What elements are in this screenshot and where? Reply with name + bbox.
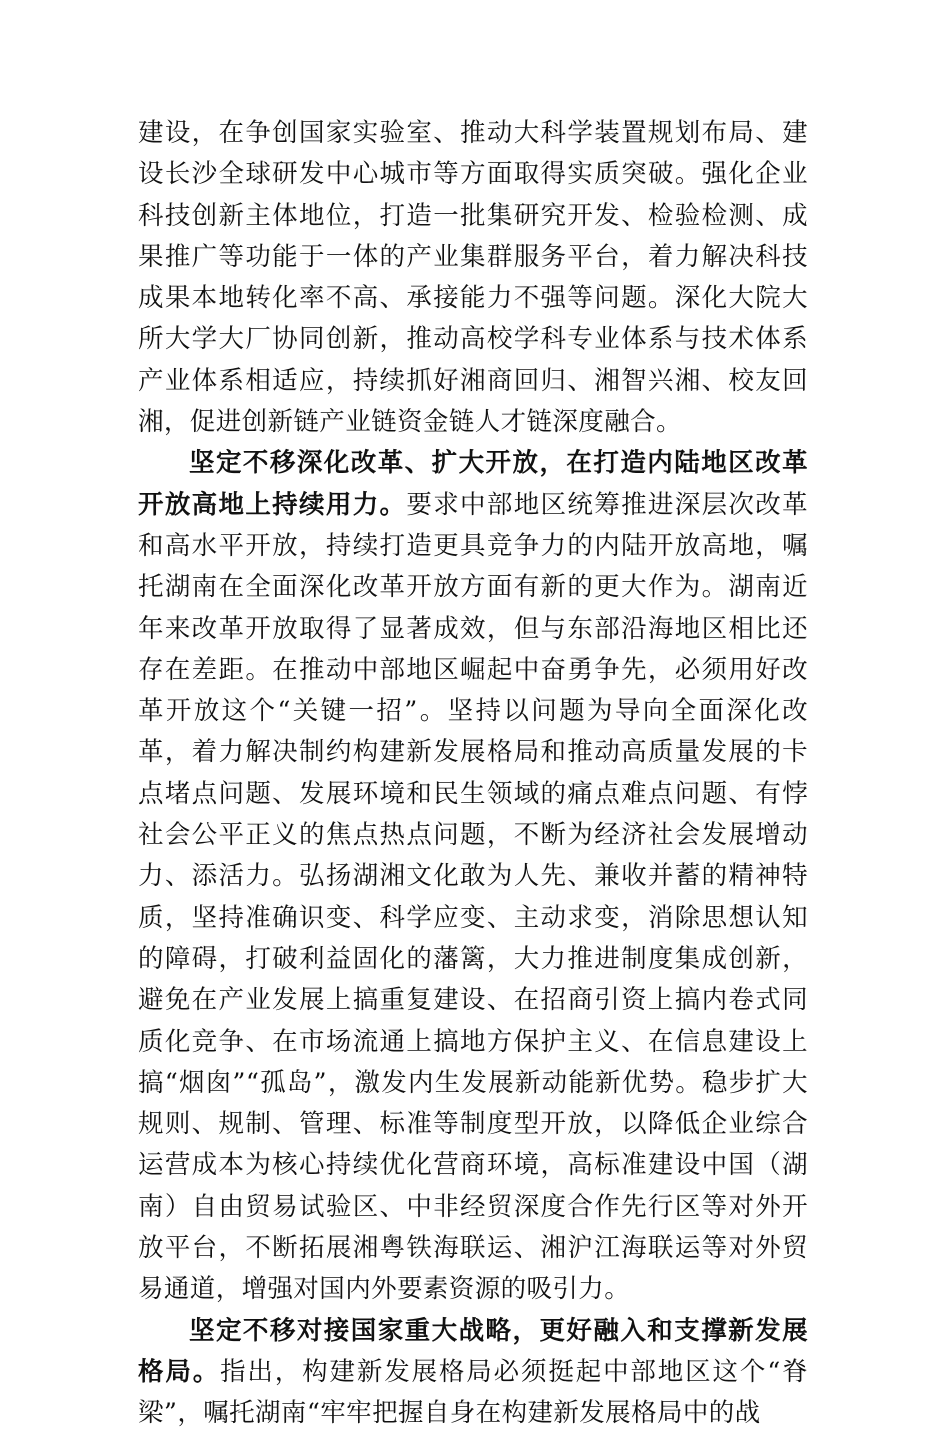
document-body <box>138 113 808 1435</box>
paragraph-lead-heading: 坚定不移对接国家重大战略，更好融入和支撑新发展格局。 <box>138 1315 808 1387</box>
paragraph-text: 要求中部地区统筹推进深层次改革和高水平开放，持续打造更具竞争力的内陆开放高地，嘱托湖南在全面深化改革开放方面有新的更大作为。湖南近年来改革开放取得了显著成效，但与东部沿海地区相比还存在差距。在推动中部地区崛起中奋勇争先，必须用好改革开放这个“关键一招”。坚持以问题为导向全面深化改革，着力解决制约构建新发展格局和推动高质量发展的卡点堵点问题、发展环境和民生领域的痛点难点问题、有悖社会公平正义的焦点热点问题，不断为经济社会发展增动力、添活力。弘扬湖湘文化敢为人先、兼收并蓄的精神特质，坚持准确识变、科学应变、主动求变，消除思想认知的障碍，打破利益固化的藩篱，大力推进制度集成创新，避免在产业发展上搞重复建设、在招商引资上搞内卷式同质化竞争、在市场流通上搞地方保护主义、在信息建设上搞“烟囱”“孤岛”，激发内生发展新动能新优势。稳步扩大规则、规制、管理、标准等制度型开放，以降低企业综合运营成本为核心持续优化营商环境，高标准建设中国（湖南）自由贸易试验区、中非经贸深度合作先行区等对外开放平台，不断拓展湘粤铁海联运、湘沪江海联运等对外贸易通道，增强对国内外要素资源的吸引力。 <box>138 489 808 1305</box>
paragraph-reform-opening <box>138 443 808 1310</box>
paragraph-text: 指出，构建新发展格局必须挺起中部地区这个“脊梁”，嘱托湖南“牢牢把握自身在构建新发展格局中的战 <box>138 1356 808 1429</box>
paragraph-text: 建设，在争创国家实验室、推动大科学装置规划布局、建设长沙全球研发中心城市等方面取得实质突破。强化企业科技创新主体地位，打造一批集研究开发、检验检测、成果推广等功能于一体的产业集群服务平台，着力解决科技成果本地转化率不高、承接能力不强等问题。深化大院大所大学大厂协同创新，推动高校学科专业体系与技术体系产业体系相适应，持续抓好湘商回归、湘智兴湘、校友回湘，促进创新链产业链资金链人才链深度融合。 <box>138 118 808 438</box>
paragraph-lead-heading: 坚定不移深化改革、扩大开放，在打造内陆地区改革开放高地上持续用力。 <box>138 448 808 520</box>
paragraph-continuation <box>138 113 808 443</box>
paragraph-national-strategy <box>138 1311 808 1435</box>
